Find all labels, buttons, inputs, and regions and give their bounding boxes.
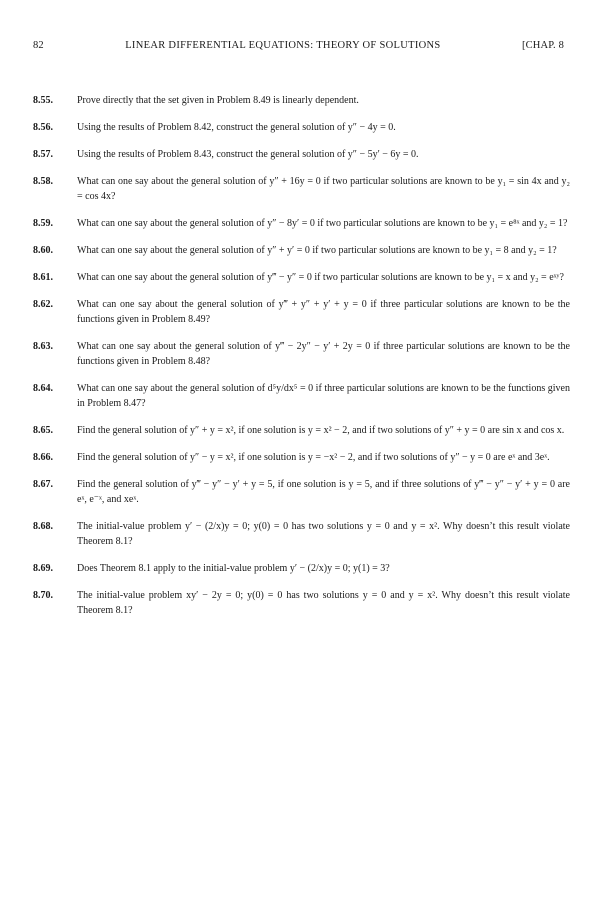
problem-text: Using the results of Problem 8.42, construct the general solution of y″ − 4y = 0. — [77, 122, 396, 133]
problem-text: The initial-value problem xy′ − 2y = 0; y(0) = 0 has two solutions y = 0 and y = x². Why doesn’t this result violate Theorem 8.1? — [77, 590, 570, 616]
problem-text: What can one say about the general solution of y‴ − 2y″ − y′ + 2y = 0 if three particular solutions are known to be the functions given in Problem 8.48? — [77, 341, 570, 367]
problem-number: 8.68. — [33, 521, 53, 532]
problem-8-68 — [33, 519, 570, 549]
problem-number: 8.64. — [33, 383, 53, 394]
problem-number: 8.57. — [33, 149, 53, 160]
problem-8-60 — [33, 243, 570, 258]
problem-8-62 — [33, 297, 570, 327]
problem-text: Find the general solution of y″ − y = x², if one solution is y = −x² − 2, and if two solutions of y″ − y = 0 are eˣ and 3eˣ. — [77, 452, 550, 463]
problem-text: What can one say about the general solution of d⁵y/dx⁵ = 0 if three particular solutions are known to be the functions given in Problem 8.47? — [77, 383, 570, 409]
problem-8-61 — [33, 270, 570, 285]
problem-number: 8.63. — [33, 341, 53, 352]
problem-text: Does Theorem 8.1 apply to the initial-value problem y′ − (2/x)y = 0; y(1) = 3? — [77, 563, 390, 574]
problem-text: Prove directly that the set given in Problem 8.49 is linearly dependent. — [77, 95, 359, 106]
chapter-label: [CHAP. 8 — [521, 40, 564, 51]
problem-8-69 — [33, 561, 570, 576]
problem-text: What can one say about the general solution of y″ + y′ = 0 if two particular solutions are known to be y₁ = 8 and y₂ = 1? — [77, 245, 557, 256]
chapter-title: LINEAR DIFFERENTIAL EQUATIONS: THEORY OF SOLUTIONS — [125, 40, 441, 51]
problem-text: What can one say about the general solution of y‴ − y″ = 0 if two particular solutions are known to be y₁ = x and y₂ = eˣʸ? — [77, 272, 564, 283]
problem-text: What can one say about the general solution of y″ + 16y = 0 if two particular solutions are known to be y₁ = sin 4x and y₂ = cos 4x? — [77, 176, 570, 202]
problem-8-65 — [33, 423, 570, 438]
problem-8-70 — [33, 588, 570, 618]
problem-number: 8.69. — [33, 563, 53, 574]
problem-8-66 — [33, 450, 570, 465]
problem-list — [33, 93, 570, 630]
problem-text: The initial-value problem y′ − (2/x)y = 0; y(0) = 0 has two solutions y = 0 and y = x². Why doesn’t this result violate Theorem 8.1? — [77, 521, 570, 547]
problem-8-58 — [33, 174, 570, 204]
problem-text: What can one say about the general solution of y‴ + y″ + y′ + y = 0 if three particular solutions are known to be the functions given in Problem 8.49? — [77, 299, 570, 325]
problem-8-57 — [33, 147, 570, 162]
problem-number: 8.55. — [33, 95, 53, 106]
problem-number: 8.70. — [33, 590, 53, 601]
problem-text: Find the general solution of y‴ − y″ − y′ + y = 5, if one solution is y = 5, and if three solutions of y‴ − y″ − y′ + y = 0 are eˣ, e⁻ˣ, and xeˣ. — [77, 479, 570, 505]
page-number: 82 — [33, 40, 44, 51]
problem-number: 8.65. — [33, 425, 53, 436]
running-header — [33, 40, 564, 51]
problem-number: 8.58. — [33, 176, 53, 187]
problem-text: Find the general solution of y″ + y = x², if one solution is y = x² − 2, and if two solutions of y″ + y = 0 are sin x and cos x. — [77, 425, 565, 436]
problem-8-56 — [33, 120, 570, 135]
problem-number: 8.56. — [33, 122, 53, 133]
problem-number: 8.60. — [33, 245, 53, 256]
problem-number: 8.62. — [33, 299, 53, 310]
problem-number: 8.61. — [33, 272, 53, 283]
problem-text: Using the results of Problem 8.43, construct the general solution of y″ − 5y′ − 6y = 0. — [77, 149, 419, 160]
problem-8-63 — [33, 339, 570, 369]
problem-8-64 — [33, 381, 570, 411]
problem-number: 8.67. — [33, 479, 53, 490]
problem-8-59 — [33, 216, 570, 231]
problem-8-55 — [33, 93, 570, 108]
problem-number: 8.59. — [33, 218, 53, 229]
problem-8-67 — [33, 477, 570, 507]
problem-text: What can one say about the general solution of y″ − 8y′ = 0 if two particular solutions are known to be y₁ = e⁸ˣ and y₂ = 1? — [77, 218, 568, 229]
problem-number: 8.66. — [33, 452, 53, 463]
